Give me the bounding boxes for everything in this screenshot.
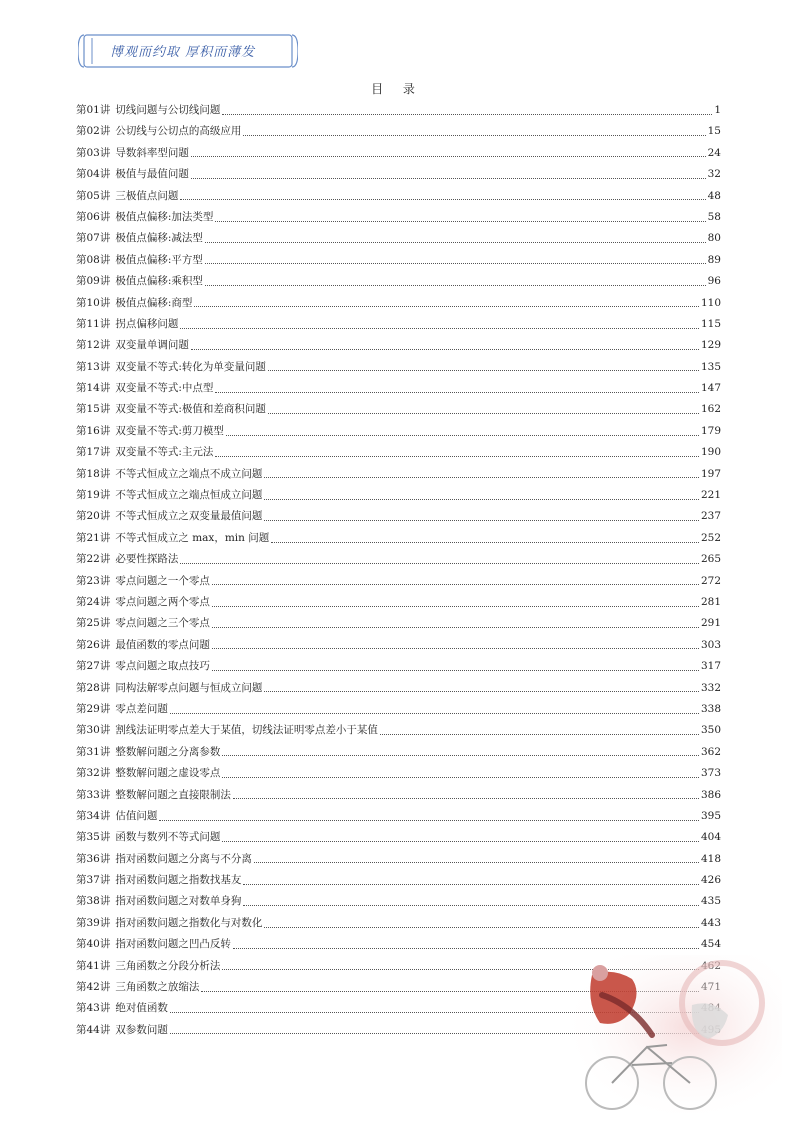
toc-entry-title: 导数斜率型问题 bbox=[115, 146, 189, 159]
toc-entry-title: 公切线与公切点的高级应用 bbox=[115, 125, 242, 138]
dot-leader bbox=[222, 113, 712, 115]
toc-entry[interactable] bbox=[76, 592, 721, 613]
toc-entry[interactable] bbox=[76, 378, 721, 399]
dot-leader bbox=[268, 369, 699, 371]
toc-entry-number: 第04讲 bbox=[76, 168, 111, 181]
toc-entry-number: 第36讲 bbox=[76, 852, 111, 865]
toc-entry-title: 指对函数问题之指数找基友 bbox=[115, 874, 242, 887]
toc-entry-title: 不等式恒成立之 max，min 问题 bbox=[115, 531, 270, 544]
toc-entry-page: 129 bbox=[700, 339, 721, 352]
toc-entry[interactable] bbox=[76, 849, 721, 870]
toc-entry[interactable] bbox=[76, 785, 721, 806]
toc-entry[interactable] bbox=[76, 806, 721, 827]
toc-entry-page: 404 bbox=[700, 831, 721, 844]
toc-entry-title: 双变量不等式:极值和差商积问题 bbox=[115, 403, 266, 416]
toc-entry-number: 第08讲 bbox=[76, 253, 111, 266]
dot-leader bbox=[180, 198, 705, 200]
toc-entry-number: 第23讲 bbox=[76, 574, 111, 587]
toc-entry-title: 极值点偏移:平方型 bbox=[115, 253, 203, 266]
toc-entry-number: 第26讲 bbox=[76, 638, 111, 651]
toc-entry-page: 418 bbox=[700, 852, 721, 865]
toc-entry[interactable] bbox=[76, 934, 721, 955]
toc-entry-number: 第03讲 bbox=[76, 146, 111, 159]
cyclist-illustration-icon bbox=[572, 955, 782, 1115]
dot-leader bbox=[205, 241, 706, 243]
toc-entry-number: 第21讲 bbox=[76, 531, 111, 544]
header-motto: 博观而约取 厚积而薄发 bbox=[110, 45, 256, 60]
toc-entry-title: 双变量不等式:转化为单变量问题 bbox=[115, 360, 266, 373]
toc-entry-number: 第18讲 bbox=[76, 467, 111, 480]
toc-entry-number: 第16讲 bbox=[76, 424, 111, 437]
toc-entry-number: 第43讲 bbox=[76, 1002, 111, 1015]
toc-entry-title: 整数解问题之虚设零点 bbox=[115, 767, 221, 780]
toc-title: 目 录 bbox=[371, 82, 423, 96]
toc-entry-title: 指对函数问题之凹凸反转 bbox=[115, 938, 231, 951]
toc-entry[interactable] bbox=[76, 271, 721, 292]
toc-entry-title: 零点问题之取点技巧 bbox=[115, 660, 210, 673]
toc-entry[interactable] bbox=[76, 485, 721, 506]
toc-entry-title: 双变量单调问题 bbox=[115, 339, 189, 352]
toc-entry[interactable] bbox=[76, 506, 721, 527]
toc-entry[interactable] bbox=[76, 913, 721, 934]
toc-entry-number: 第37讲 bbox=[76, 874, 111, 887]
toc-entry[interactable] bbox=[76, 613, 721, 634]
toc-entry-title: 切线问题与公切线问题 bbox=[115, 104, 221, 116]
dot-leader bbox=[233, 947, 699, 949]
dot-leader bbox=[243, 904, 699, 906]
toc-entry-title: 双变量不等式:剪刀模型 bbox=[115, 424, 224, 437]
toc-entry-number: 第12讲 bbox=[76, 339, 111, 352]
toc-entry[interactable] bbox=[76, 870, 721, 891]
toc-entry-title: 绝对值函数 bbox=[115, 1002, 168, 1015]
toc-entry-title: 最值函数的零点问题 bbox=[115, 638, 210, 651]
toc-entry-title: 极值点偏移:减法型 bbox=[115, 232, 203, 245]
toc-entry-title: 不等式恒成立之端点恒成立问题 bbox=[115, 489, 263, 502]
toc-entry-page: 96 bbox=[707, 275, 721, 288]
toc-entry[interactable] bbox=[76, 207, 721, 228]
toc-entry[interactable] bbox=[76, 186, 721, 207]
toc-entry-number: 第19讲 bbox=[76, 489, 111, 502]
toc-entry-page: 303 bbox=[700, 638, 721, 651]
dot-leader bbox=[215, 391, 699, 393]
toc-entry-number: 第17讲 bbox=[76, 446, 111, 459]
toc-entry-number: 第29讲 bbox=[76, 702, 111, 715]
toc-entry-page: 332 bbox=[700, 681, 721, 694]
dot-leader bbox=[191, 155, 706, 157]
dot-leader bbox=[212, 626, 699, 628]
toc-entry-number: 第31讲 bbox=[76, 745, 111, 758]
toc-entry-page: 252 bbox=[700, 531, 721, 544]
toc-entry-page: 386 bbox=[700, 788, 721, 801]
toc-entry[interactable] bbox=[76, 827, 721, 848]
toc-entry-page: 221 bbox=[700, 489, 721, 502]
toc-entry-page: 162 bbox=[700, 403, 721, 416]
toc-entry-number: 第10讲 bbox=[76, 296, 111, 309]
toc-entry-page: 135 bbox=[700, 360, 721, 373]
toc-entry-number: 第09讲 bbox=[76, 275, 111, 288]
toc-entry-number: 第40讲 bbox=[76, 938, 111, 951]
toc-entry-number: 第41讲 bbox=[76, 959, 111, 972]
toc-entry-title: 极值点偏移:商型 bbox=[115, 296, 193, 309]
toc-entry-page: 237 bbox=[700, 510, 721, 523]
toc-entry-page: 443 bbox=[700, 916, 721, 929]
toc-entry-title: 整数解问题之直接限制法 bbox=[115, 788, 231, 801]
toc-entry-title: 函数与数列不等式问题 bbox=[115, 831, 221, 844]
toc-entry-page: 272 bbox=[700, 574, 721, 587]
dot-leader bbox=[212, 647, 699, 649]
toc-entry-title: 估值问题 bbox=[115, 809, 158, 822]
dot-leader bbox=[264, 498, 699, 500]
toc-entry-number: 第44讲 bbox=[76, 1023, 111, 1036]
dot-leader bbox=[180, 327, 699, 329]
dot-leader bbox=[212, 605, 699, 607]
toc-entry-number: 第32讲 bbox=[76, 767, 111, 780]
toc-entry-page: 265 bbox=[700, 553, 721, 566]
toc-entry[interactable] bbox=[76, 763, 721, 784]
dot-leader bbox=[271, 541, 699, 543]
dot-leader bbox=[268, 412, 699, 414]
toc-entry-number: 第11讲 bbox=[76, 317, 111, 330]
toc-entry[interactable] bbox=[76, 528, 721, 549]
toc-entry-page: 80 bbox=[707, 232, 721, 245]
toc-entry-title: 极值点偏移:乘积型 bbox=[115, 275, 203, 288]
toc-entry-number: 第34讲 bbox=[76, 809, 111, 822]
toc-entry-page: 426 bbox=[700, 874, 721, 887]
toc-entry[interactable] bbox=[76, 164, 721, 185]
toc-entry-page: 350 bbox=[700, 724, 721, 737]
toc-entry-number: 第22讲 bbox=[76, 553, 111, 566]
dot-leader bbox=[264, 476, 699, 478]
table-of-contents bbox=[76, 100, 721, 1041]
toc-entry-number: 第38讲 bbox=[76, 895, 111, 908]
dot-leader bbox=[215, 220, 705, 222]
toc-entry[interactable] bbox=[76, 891, 721, 912]
toc-entry-title: 零点问题之两个零点 bbox=[115, 595, 210, 608]
toc-entry[interactable] bbox=[76, 464, 721, 485]
dot-leader bbox=[191, 177, 706, 179]
toc-entry-title: 不等式恒成立之双变量最值问题 bbox=[115, 510, 263, 523]
toc-entry-page: 58 bbox=[707, 210, 721, 223]
toc-entry-page: 32 bbox=[707, 168, 721, 181]
toc-entry-title: 必要性探路法 bbox=[115, 553, 179, 566]
toc-entry[interactable] bbox=[76, 357, 721, 378]
dot-leader bbox=[191, 348, 699, 350]
toc-entry-title: 指对函数问题之对数单身狗 bbox=[115, 895, 242, 908]
toc-entry[interactable] bbox=[76, 442, 721, 463]
toc-entry-number: 第05讲 bbox=[76, 189, 111, 202]
toc-entry[interactable] bbox=[76, 656, 721, 677]
dot-leader bbox=[212, 669, 699, 671]
toc-entry-number: 第24讲 bbox=[76, 595, 111, 608]
toc-entry-title: 极值与最值问题 bbox=[115, 168, 189, 181]
toc-entry-page: 395 bbox=[700, 809, 721, 822]
toc-entry-page: 317 bbox=[700, 660, 721, 673]
toc-entry[interactable] bbox=[76, 571, 721, 592]
toc-entry-page: 15 bbox=[707, 125, 721, 138]
toc-entry-title: 同构法解零点问题与恒成立问题 bbox=[115, 681, 263, 694]
toc-entry-number: 第28讲 bbox=[76, 681, 111, 694]
dot-leader bbox=[222, 776, 699, 778]
toc-entry-number: 第20讲 bbox=[76, 510, 111, 523]
toc-entry-page: 435 bbox=[700, 895, 721, 908]
toc-entry[interactable] bbox=[76, 314, 721, 335]
toc-entry[interactable] bbox=[76, 399, 721, 420]
toc-entry-page: 197 bbox=[700, 467, 721, 480]
toc-entry-page: 89 bbox=[707, 253, 721, 266]
toc-entry-number: 第42讲 bbox=[76, 981, 111, 994]
dot-leader bbox=[264, 690, 699, 692]
toc-entry-title: 拐点偏移问题 bbox=[115, 317, 179, 330]
toc-entry-title: 整数解问题之分离参数 bbox=[115, 745, 221, 758]
toc-entry-page: 179 bbox=[700, 424, 721, 437]
dot-leader bbox=[243, 883, 699, 885]
toc-entry[interactable] bbox=[76, 549, 721, 570]
toc-entry-title: 零点问题之一个零点 bbox=[115, 574, 210, 587]
toc-entry[interactable] bbox=[76, 250, 721, 271]
dot-leader bbox=[254, 861, 699, 863]
toc-entry-page: 338 bbox=[700, 702, 721, 715]
toc-entry-title: 双变量不等式:主元法 bbox=[115, 446, 214, 459]
toc-entry-title: 双参数问题 bbox=[115, 1023, 168, 1036]
toc-entry-page: 24 bbox=[707, 146, 721, 159]
toc-entry[interactable] bbox=[76, 678, 721, 699]
dot-leader bbox=[264, 519, 699, 521]
toc-entry-title: 指对函数问题之指数化与对数化 bbox=[115, 916, 263, 929]
toc-entry[interactable] bbox=[76, 228, 721, 249]
header-banner bbox=[78, 32, 298, 70]
dot-leader bbox=[194, 305, 699, 307]
toc-entry-page: 190 bbox=[700, 446, 721, 459]
toc-entry[interactable] bbox=[76, 100, 721, 121]
toc-entry-number: 第07讲 bbox=[76, 232, 111, 245]
dot-leader bbox=[243, 134, 705, 136]
toc-entry-title: 指对函数问题之分离与不分离 bbox=[115, 852, 252, 865]
dot-leader bbox=[170, 712, 699, 714]
dot-leader bbox=[205, 262, 706, 264]
dot-leader bbox=[222, 840, 699, 842]
toc-entry-number: 第33讲 bbox=[76, 788, 111, 801]
toc-entry-number: 第01讲 bbox=[76, 104, 111, 116]
toc-entry-page: 147 bbox=[700, 382, 721, 395]
toc-entry-page: 110 bbox=[700, 296, 721, 309]
toc-entry-title: 三角函数之分段分析法 bbox=[115, 959, 221, 972]
toc-entry-number: 第15讲 bbox=[76, 403, 111, 416]
toc-entry[interactable] bbox=[76, 335, 721, 356]
dot-leader bbox=[380, 733, 699, 735]
dot-leader bbox=[215, 455, 699, 457]
dot-leader bbox=[159, 819, 699, 821]
toc-entry-number: 第06讲 bbox=[76, 210, 111, 223]
toc-entry-number: 第14讲 bbox=[76, 382, 111, 395]
toc-entry-title: 三角函数之放缩法 bbox=[115, 981, 200, 994]
toc-entry[interactable] bbox=[76, 421, 721, 442]
toc-entry-title: 零点差问题 bbox=[115, 702, 168, 715]
dot-leader bbox=[264, 926, 699, 928]
toc-entry[interactable] bbox=[76, 720, 721, 741]
toc-entry-title: 双变量不等式:中点型 bbox=[115, 382, 214, 395]
toc-entry-title: 极值点偏移:加法类型 bbox=[115, 210, 214, 223]
toc-entry[interactable] bbox=[76, 293, 721, 314]
toc-entry-page: 115 bbox=[700, 317, 721, 330]
dot-leader bbox=[205, 284, 706, 286]
toc-entry-title: 零点问题之三个零点 bbox=[115, 617, 210, 630]
toc-entry-page: 1 bbox=[714, 104, 721, 116]
toc-entry-number: 第25讲 bbox=[76, 617, 111, 630]
toc-entry-page: 362 bbox=[700, 745, 721, 758]
toc-entry-number: 第35讲 bbox=[76, 831, 111, 844]
dot-leader bbox=[233, 797, 699, 799]
toc-entry-page: 454 bbox=[700, 938, 721, 951]
toc-entry-number: 第30讲 bbox=[76, 724, 111, 737]
dot-leader bbox=[226, 434, 699, 436]
dot-leader bbox=[222, 754, 699, 756]
toc-entry-page: 48 bbox=[707, 189, 721, 202]
toc-entry[interactable] bbox=[76, 699, 721, 720]
toc-entry[interactable] bbox=[76, 121, 721, 142]
toc-entry[interactable] bbox=[76, 742, 721, 763]
toc-entry[interactable] bbox=[76, 143, 721, 164]
toc-entry-title: 不等式恒成立之端点不成立问题 bbox=[115, 467, 263, 480]
toc-entry-page: 291 bbox=[700, 617, 721, 630]
toc-entry-number: 第02讲 bbox=[76, 125, 111, 138]
toc-entry-number: 第39讲 bbox=[76, 916, 111, 929]
toc-entry-number: 第27讲 bbox=[76, 660, 111, 673]
toc-entry-title: 割线法证明零点差大于某值，切线法证明零点差小于某值 bbox=[115, 724, 378, 737]
toc-entry-page: 373 bbox=[700, 767, 721, 780]
toc-entry-title: 三极值点问题 bbox=[115, 189, 179, 202]
toc-entry-page: 281 bbox=[700, 595, 721, 608]
toc-entry-number: 第13讲 bbox=[76, 360, 111, 373]
dot-leader bbox=[180, 562, 699, 564]
dot-leader bbox=[212, 583, 699, 585]
toc-entry[interactable] bbox=[76, 635, 721, 656]
